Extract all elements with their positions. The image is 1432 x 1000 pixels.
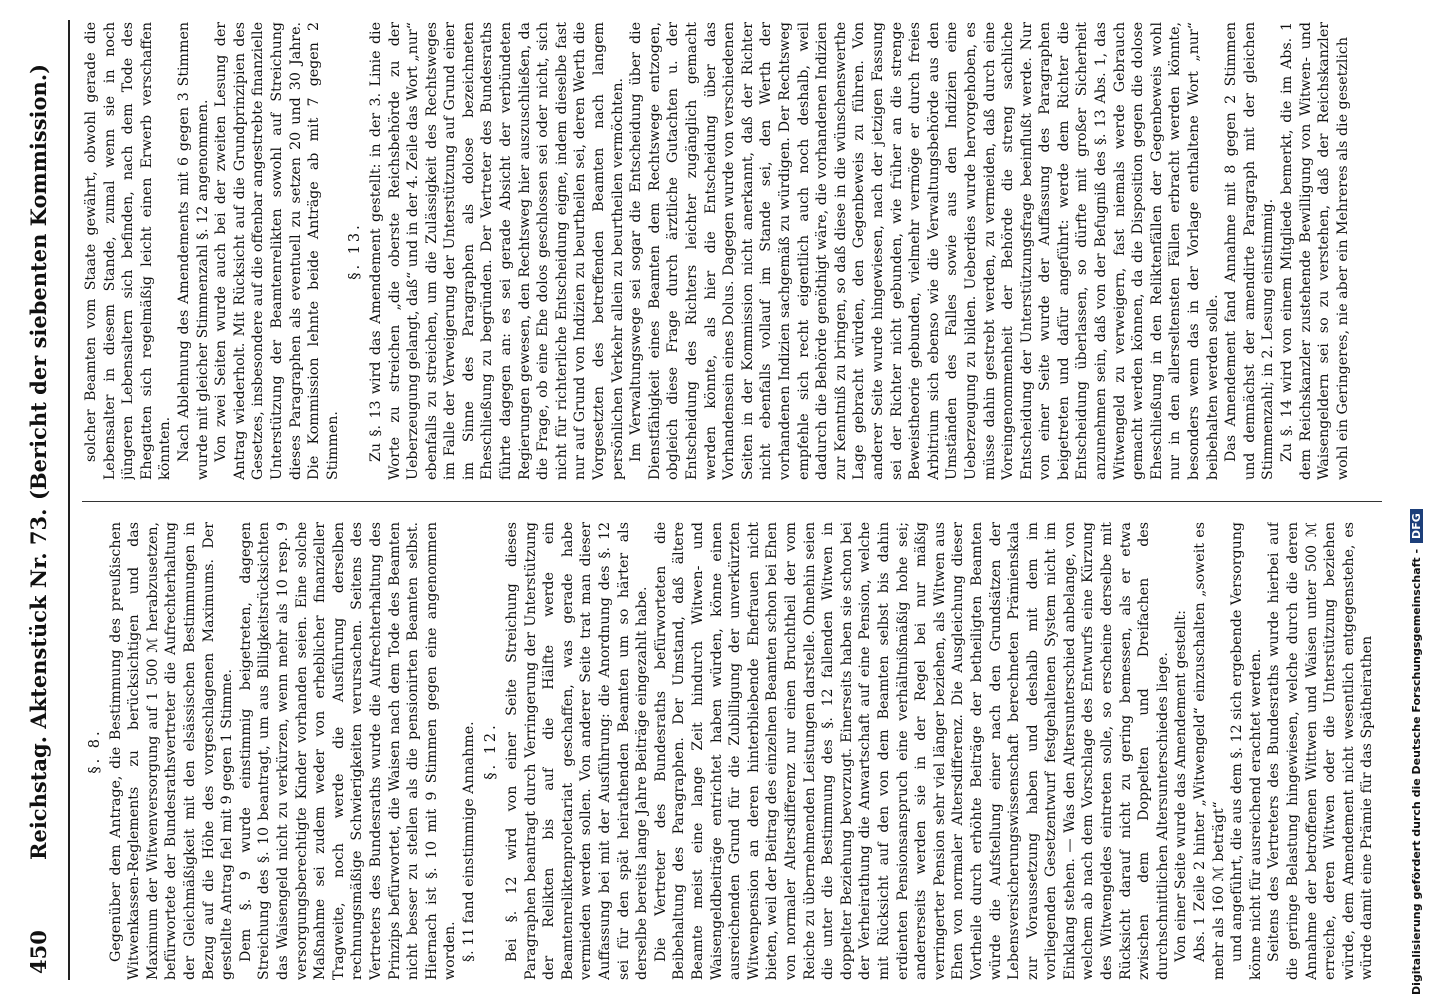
document-page <box>20 20 1415 980</box>
paragraph: Dem §. 9 wurde einstimmig beigetreten, dagegen Streichung des §. 10 beantragt, um aus Billigkeitsrücksichten das Waisengeld nicht zu verkürzen, wenn mehr als 10 resp. 9 versorgungsberechtigte Kinder vorhanden seien. Eine solche Maßnahme sei zudem weder von erheblicher finanzieller Tragweite, noch werde die Ausführung derselben rechnungsmäßige Schwierigkeiten verursachen. Seitens des Vertreters des Bundesraths wurde die Aufrechterhaltung des Prinzips befürwortet, die Waisen nach dem Tode des Beamten nicht besser zu stellen als die pensionirten Beamten selbst. Hiernach ist §. 10 mit 9 Stimmen gegen eine angenommen worden. <box>237 522 459 980</box>
header-title: Reichstag. Aktenstück Nr. 73. <box>26 508 51 860</box>
paragraph: Abs. 1 Zeile 2 hinter „Witwengeld“ einzuschalten „soweit es mehr als 160 ℳ beträgt“ <box>1192 522 1227 980</box>
section-heading: §. 8. <box>87 728 103 774</box>
paragraph: Zu §. 14 wird von einem Mitgliede bemerkt, die im Abs. 1 dem Reichskanzler zustehende Bewilligung von Witwen- und Waisengeldern sei so zu verstehen, daß der Reichskanzler wohl ein Geringeres, nie aber ein Mehreres als die gesetzlich <box>1279 22 1351 480</box>
left-text-column <box>82 522 1412 980</box>
header-rule <box>68 20 70 980</box>
header-report-title: (Bericht der siebenten Kommission.) <box>26 63 51 500</box>
paragraph: Von zwei Seiten wurde auch bei der zweiten Lesung der Antrag wiederholt. Mit Rücksicht auf die Grundprinzipien des Gesetzes, insbesondere auf die offenbar angestrebte finanzielle Unterstützung der Beamtenrelikten sowohl auf Streichung dieses Paragraphen als eventuell zu setzen 20 und 30 Jahre. Die Kommission lehnte beide Anträge ab mit 7 gegen 2 Stimmen. <box>213 22 341 480</box>
page-number: 450 <box>26 930 51 974</box>
paragraph: Gegenüber dem Antrage, die Bestimmung des preußischen Witwenkassen-Reglements zu berücksichtigen und das Maximum der Witwenversorgung auf 1 500 ℳ herabzusetzen, befürwortete der Bundesrathsvertreter die Aufrechterhaltung der Gleichmäßigkeit mit den elsässischen Bestimmungen in Bezug auf die Höhe des vorgeschlagenen Maximums. Der gestellte Antrag fiel mit 9 gegen 1 Stimme. <box>107 522 236 980</box>
paragraph: Nach Ablehnung des Amendements mit 6 gegen 3 Stimmen wurde mit gleicher Stimmenzahl §. 12 angenommen. <box>175 22 211 480</box>
page-header <box>26 20 66 980</box>
section-heading: §. 13. <box>347 222 364 280</box>
paragraph: Zu §. 13 wird das Amendement gestellt: in der 3. Linie die Worte zu streichen „die oberste Reichsbehörde zu der Ueberzeugung gelangt, daß“ und in der 4. Zeile das Wort „nur“ ebenfalls zu streichen, um die Zulässigkeit des Rechtsweges im Falle der Verweigerung der Unterstützung auf Grund einer im Sinne des Paragraphen als dolose bezeichneten Eheschließung zu begründen. Der Vertreter des Bundesraths führte dagegen an: es sei gerade Absicht der verbündeten Regierungen gewesen, den Rechtsweg hier auszuschließen, da die Frage, ob eine Ehe dolos geschlossen sei oder nicht, sich nicht für richterliche Entscheidung eigne, indem dieselbe fast nur auf Grund von Indizien zu beurtheilen sei, deren Werth die Vorgesetzten des betreffenden Beamten nach langem persönlichen Verkehr allein zu beurtheilen vermöchten. <box>367 22 626 480</box>
paragraph: Das Amendement fand Annahme mit 8 gegen 2 Stimmen und demnächst der amendirte Paragraph mit der gleichen Stimmenzahl; in 2. Lesung einstimmig. <box>1223 22 1277 480</box>
digitization-note <box>1410 0 1426 995</box>
paragraph: und angeführt, die aus dem §. 12 sich ergebende Versorgung könne nicht für ausreichend erachtet werden. <box>1229 522 1264 980</box>
paragraph: §. 11 fand einstimmige Annahme. <box>460 721 477 962</box>
column-separator <box>82 501 1382 502</box>
paragraph: solcher Beamten vom Staate gewährt, obwohl gerade die Lebensalter in diesem Stande, zumal wenn sie in noch jüngeren Lebensaltern sich befinden, nach dem Tode des Ehegatten sich regelmäßig leicht einen Erwerb verschaffen könnten. <box>83 22 174 480</box>
paragraph: Bei §. 12 wird von einer Seite Streichung dieses Paragraphen beantragt durch Verringerung der Unterstützung der Relikten bis auf die Hälfte werde ein Beamtenreliktenproletariat geschaffen, was gerade habe vermieden werden sollen. Von anderer Seite trat man dieser Auffassung bei mit der Ausführung: die Anordnung des §. 12 sei für den spät heirathenden Beamten um so härter als derselbe bereits lange Jahre Beiträge eingezahlt habe. <box>504 522 651 980</box>
paragraph: Seitens des Vertreters des Bundesraths wurde hierbei auf die geringe Belastung hingewiesen, welche durch die deren Annahme der betroffenen Wittwen und Waisen unter 500 ℳ erreiche, deren Witwen oder die Unterstützung beziehen würde, dem Amendement nicht wesentlich entgegenstehe, es würde damit eine Prämie für das Spätheirathen <box>1266 522 1376 980</box>
section-heading: §. 12. <box>483 722 500 780</box>
paragraph: Von einer Seite wurde das Amendement gestellt: <box>1173 610 1190 962</box>
paragraph: Im Verwaltungswege sei sogar die Entscheidung über die Dienstfähigkeit eines Beamten dem Rechtswege entzogen, obgleich diese Frage durch ärztliche Gutachten u. der Entscheidung des Richters leichter zugänglich gemacht werden könnte, als hier die Entscheidung über das Vorhandensein eines Dolus. Dagegen wurde von verschiedenen Seiten in der Kommission nicht anerkannt, daß der Richter nicht ebenfalls vollauf im Stande sei, den Werth der vorhandenen Indizien sachgemäß zu würdigen. Der Rechtsweg empfehle sich recht eigentlich auch noch deshalb, weil dadurch die Behörde genöthigt wäre, die vorhandenen Indizien zur Kenntniß zu bringen, so daß diese in die wünschenswerthe Lage gebracht würden, den Gegenbeweis zu führen. Von anderer Seite wurde hingewiesen, nach der jetzigen Fassung sei der Richter nicht gebunden, wie früher an die strenge Beweistheorie gebunden, vielmehr vermöge er durch freies Arbitrium sich ebenso wie die Verwaltungsbehörde aus den Umständen des Falles sowie aus den Indizien eine Ueberzeugung zu bilden. Ueberdies wurde hervorgehoben, es müsse dahin gestrebt werden, zu vermeiden, daß durch eine Voreingenommenheit der Behörde die streng sachliche Entscheidung der Unterstützungsfrage beeinflußt werde. Nur von einer Seite wurde der Auffassung des Paragraphen beigetreten und dafür angeführt: werde dem Richter die Entscheidung überlassen, so dürfte mit großer Sicherheit anzunehmen sein, daß von der Befugniß des §. 13 Abs. 1, das Witwengeld zu verweigern, fast niemals werde Gebrauch gemacht werden können, da die Disposition gegen die dolose Eheschließung in den Reliktenfällen der Gegenbeweis wohl nur in den allerseltensten Fällen erbracht werden könnte, besonders wenn das in der Vorlage enthaltene Wort „nur“ beibehalten werden solle. <box>628 22 1221 480</box>
right-text-column <box>82 22 1412 480</box>
dfg-logo: DFG <box>1410 509 1423 543</box>
digitization-text: Digitalisierung gefördert durch die Deutsche Forschungsgemeinschaft - <box>1410 548 1423 995</box>
paragraph: Die Vertreter des Bundesraths befürworteten die Beibehaltung des Paragraphen. Der Umstand, daß ältere Beamte meist eine lange Zeit hindurch Witwen- und Waisengeldbeiträge entrichtet haben würden, könne einen ausreichenden Grund für die Zubilligung der unverkürzten Witwenpension an deren hinterbliebende Ehefrauen nicht bieten, weil der Beitrag des einzelnen Beamten schon bei Ehen von normaler Altersdifferenz nur einen Bruchtheil der vom Reiche zu übernehmenden Leistungen darstelle. Ohnehin seien die unter die Bestimmung des §. 12 fallenden Witwen in doppelter Beziehung bevorzugt. Einerseits haben sie schon bei der Verheirathung die Anwartschaft auf eine Pension, welche mit Rücksicht auf den von dem Beamten selbst bis dahin erdienten Pensionsanspruch eine verhältnißmäßig hohe sei; andererseits werden sie in der Regel bei nur mäßig verringerter Pension sehr viel länger beziehen, als Witwen aus Ehen von normaler Altersdifferenz. Die Ausgleichung dieser Vortheile durch erhöhte Beiträge der betheiligten Beamten würde die Aufstellung einer nach den Grundsätzen der Lebensversicherungswissenschaft berechneten Prämienskala zur Voraussetzung haben und deshalb mit dem im vorliegenden Gesetzentwurf festgehaltenen System nicht im Einklang stehen. — Was den Altersunterschied anbelange, von welchem ab nach dem Vorschlage des Entwurfs eine Kürzung des Witwengeldes eintreten solle, so erscheine derselbe mit Rücksicht darauf nicht zu gering bemessen, als er etwa zwischen dem Doppelten und Dreifachen des durchschnittlichen Altersunterschiedes liege. <box>652 522 1171 980</box>
